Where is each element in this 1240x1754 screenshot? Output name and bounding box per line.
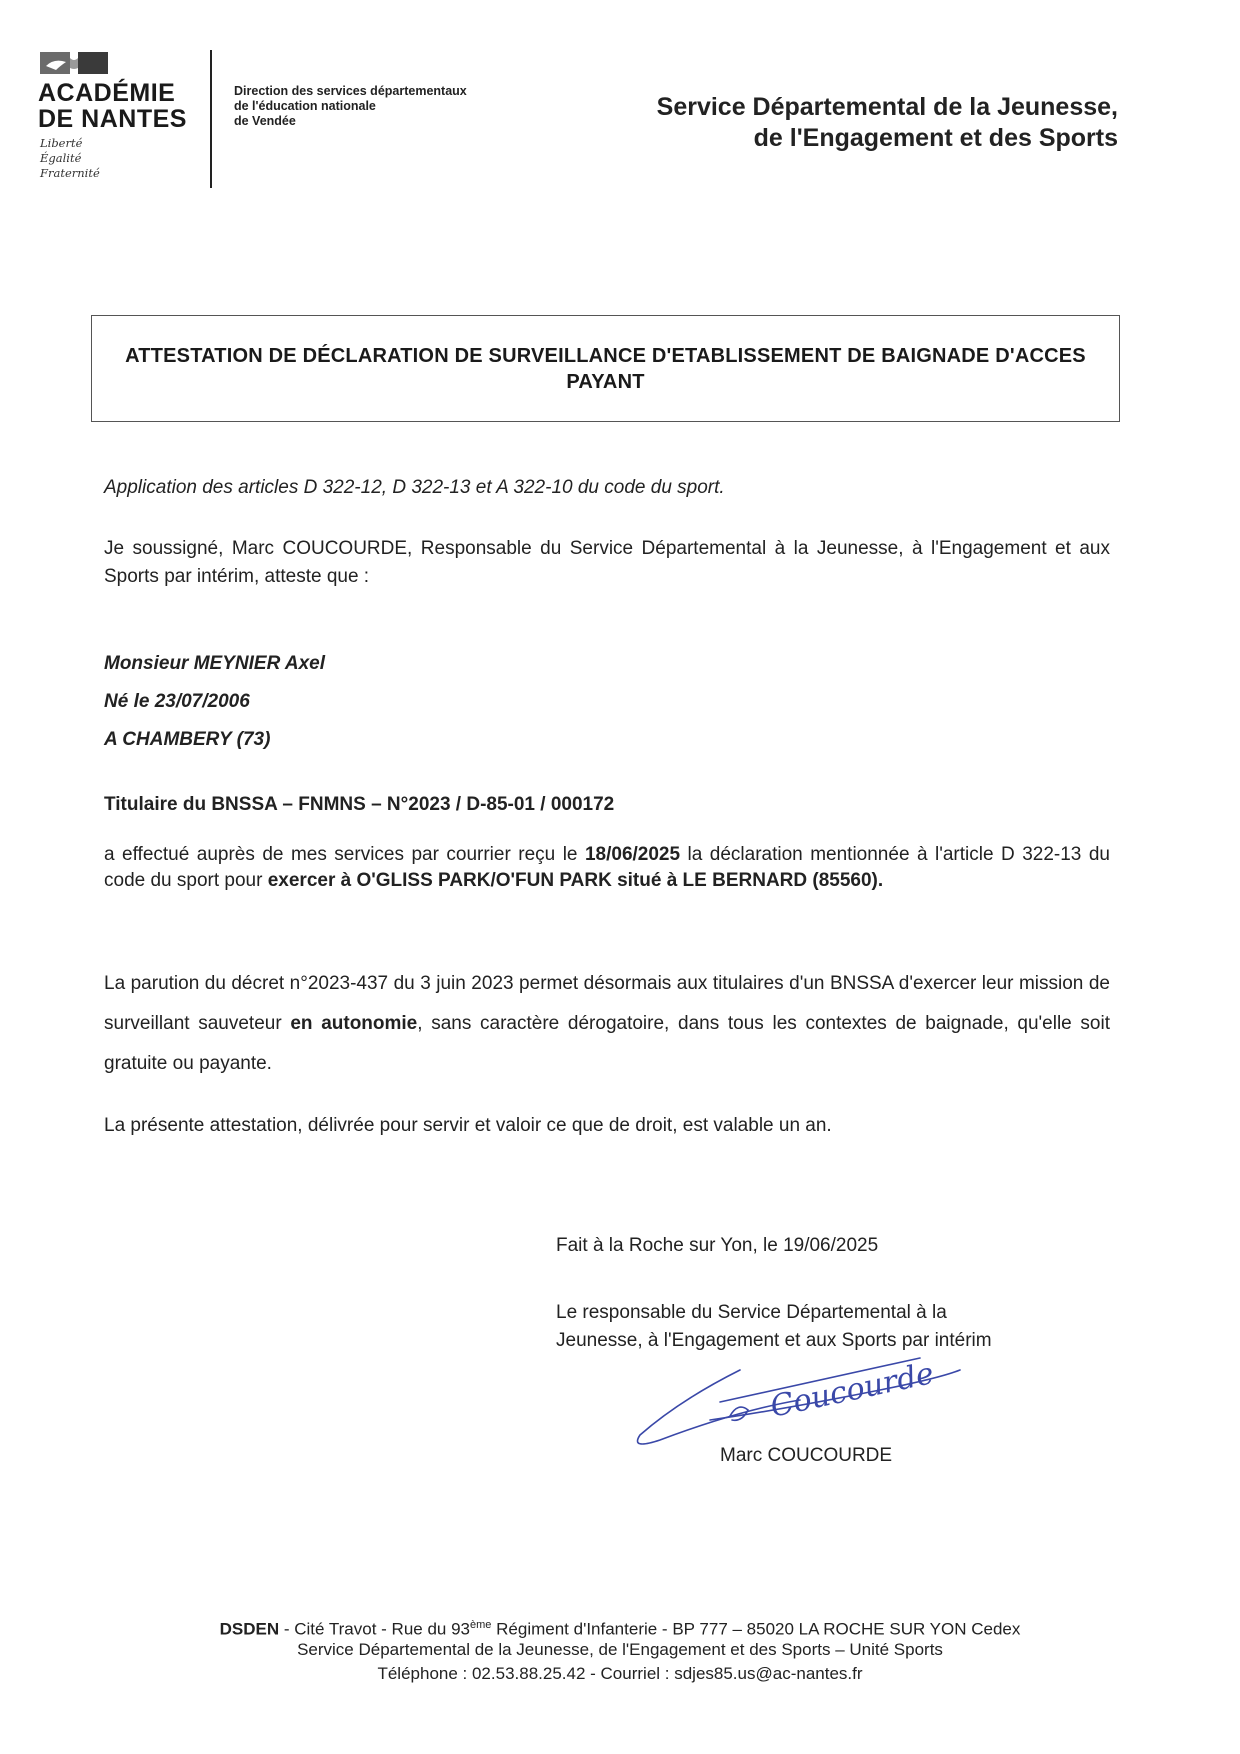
service-title-line-1: Service Départemental de la Jeunesse, [656,93,1118,121]
footer-contact: Téléphone : 02.53.88.25.42 - Courriel : sdjes85.us@ac-nantes.fr [377,1664,863,1683]
republic-motto [40,136,100,181]
footer-address-1: - Cité Travot - Rue du 93 [279,1619,471,1639]
footer-address-sup: ème [470,1619,492,1631]
service-title-line-2: de l'Engagement et des Sports [753,124,1118,152]
declaration-date: 18/06/2025 [584,844,681,865]
declaration-text-2: la déclaration mentionnée à l'article D 322-13 du code du sport pour [104,844,1110,891]
person-name: Monsieur MEYNIER Axel [104,653,326,674]
signer-role-line-2: Jeunesse, à l'Engagement et aux Sports par intérim [556,1330,992,1351]
academy-line-2: DE NANTES [38,105,187,133]
attestation-title: ATTESTATION DE DÉCLARATION DE SURVEILLANCE D'ETABLISSEMENT DE BAIGNADE D'ACCES PAYANT [125,344,1086,393]
intro-paragraph: Je soussigné, Marc COUCOURDE, Responsable du Service Départemental à la Jeunesse, à l'Engagement et aux Sports par intérim, atteste que : [104,538,1110,587]
motto-fraternite: Fraternité [40,166,100,180]
service-title [598,92,1118,154]
direction-line-2: de l'éducation nationale [234,99,376,113]
declaration-place: exercer à O'GLISS PARK/O'FUN PARK situé à LE BERNARD (85560). [267,870,884,891]
articles-reference: Application des articles D 322-12, D 322-13 et A 322-10 du code du sport. [104,477,725,498]
diploma-line: Titulaire du BNSSA – FNMNS – N°2023 / D-85-01 / 000172 [104,794,615,815]
decree-paragraph [104,964,1110,1084]
signer-role-line-1: Le responsable du Service Départemental à la [556,1302,947,1323]
decree-autonomy: en autonomie [290,1013,418,1034]
birth-place: A CHAMBERY (73) [104,729,271,750]
footer-address [0,1614,1240,1641]
declaration-text-1: a effectué auprès de mes services par courrier reçu le [104,844,585,865]
declaration-paragraph [104,842,1110,894]
motto-liberte: Liberté [40,136,83,150]
direction-line-3: de Vendée [234,114,296,128]
motto-egalite: Égalité [40,151,82,165]
signer-name: Marc COUCOURDE [720,1445,893,1466]
birth-date: Né le 23/07/2006 [104,691,250,712]
signature-scrawl: Coucourde [767,1356,937,1425]
direction-block [234,84,467,129]
header-divider [210,50,212,188]
decree-text-2: , sans caractère dérogatoire, dans tous les contextes de baignade, qu'elle soit gratuite ou payante. [104,1013,1110,1074]
footer-org: DSDEN [219,1619,280,1639]
academy-name [38,80,187,132]
footer-address-2: Régiment d'Infanterie - BP 777 – 85020 LA ROCHE SUR YON Cedex [491,1619,1021,1639]
direction-line-1: Direction des services départementaux [234,84,467,98]
attestation-title-box [91,315,1120,422]
footer-service: Service Départemental de la Jeunesse, de l'Engagement et des Sports – Unité Sports [297,1640,943,1659]
decree-text-1: La parution du décret n°2023-437 du 3 juin 2023 permet désormais aux titulaires d'un BNSSA d'exercer leur mission de surveillant sauveteur [104,973,1110,1034]
academy-line-1: ACADÉMIE [38,79,176,107]
place-date: Fait à la Roche sur Yon, le 19/06/2025 [556,1235,879,1256]
marianne-logo [40,52,108,74]
validity-statement: La présente attestation, délivrée pour servir et valoir ce que de droit, est valable un an. [104,1115,832,1136]
